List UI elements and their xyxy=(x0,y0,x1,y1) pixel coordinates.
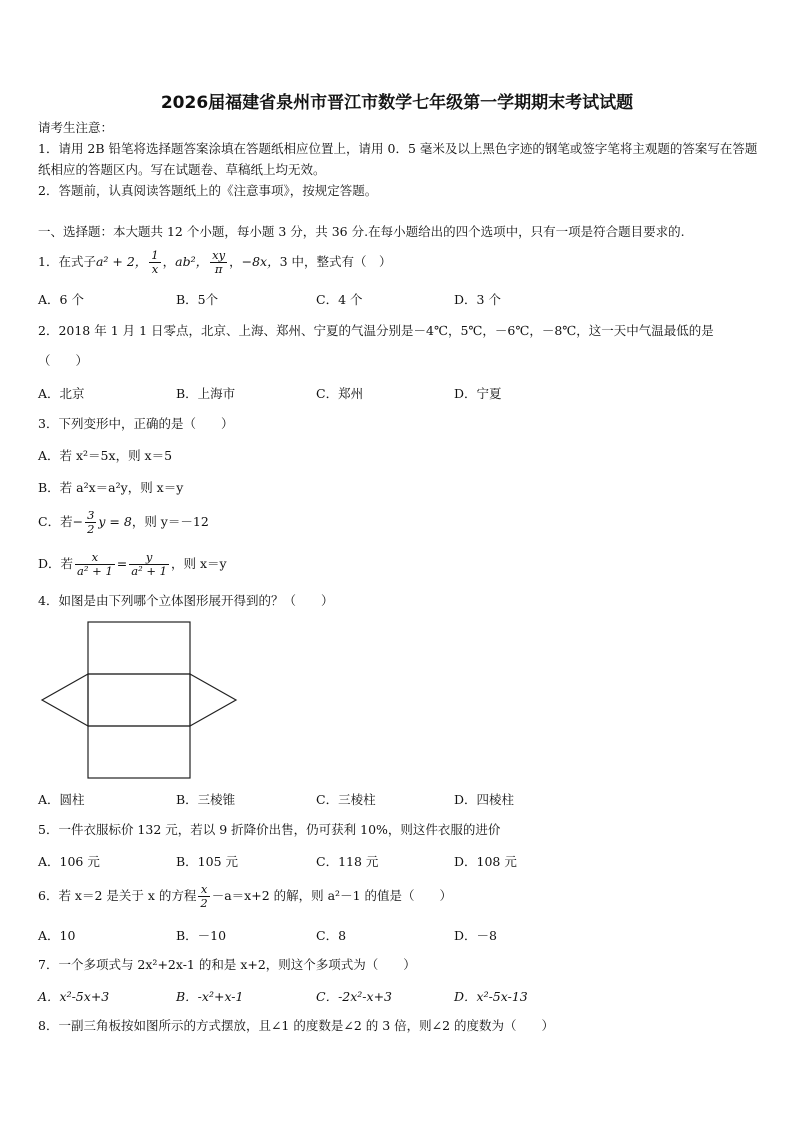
question-3-stem: 3．下列变形中，正确的是（ ） xyxy=(38,416,234,431)
q5-option-a[interactable]: A．106 元 xyxy=(38,854,100,869)
q1-fraction-2-denominator: π xyxy=(214,262,223,276)
q7-option-d[interactable]: D．x²-5x-13 xyxy=(454,989,528,1004)
q6-numerator: x xyxy=(198,883,209,897)
question-4-options xyxy=(38,790,758,808)
q7-option-c[interactable]: C．-2x²-x+3 xyxy=(316,989,393,1004)
q1-fraction-1 xyxy=(149,249,160,276)
q2-option-d[interactable]: D．宁夏 xyxy=(454,386,502,401)
q3-option-a[interactable]: A．若 x²＝5x，则 x＝5 xyxy=(38,448,173,463)
q3-d-numerator-1: x xyxy=(75,551,115,565)
section-heading: 一、选择题：本大题共 12 个小题，每小题 3 分，共 36 分.在每小题给出的四个选项中，只有一项是符合题目要求的. xyxy=(38,224,685,239)
q3-d-denominator-1: a² + 1 xyxy=(77,564,113,578)
question-7-options xyxy=(38,987,758,1005)
q3-option-b[interactable]: B．若 a²x＝a²y，则 x＝y xyxy=(38,480,184,495)
q3-d-suffix: ，则 x＝y xyxy=(170,556,227,571)
q3-c-fraction xyxy=(85,509,96,536)
q3-option-c[interactable] xyxy=(38,504,209,540)
q1-expr-2: ab²， xyxy=(175,254,209,269)
q3-d-fraction-1 xyxy=(75,551,115,578)
q3-c-prefix: C．若 xyxy=(38,514,73,529)
net-face-bottom xyxy=(88,726,190,778)
notice-item-1: 1．请用 2B 铅笔将选择题答案涂填在答题纸相应位置上，请用 0．5 毫米及以上黑色字迹的钢笔或签字笔将主观题的答案写在答题纸相应的答题区内。写在试题卷、草稿纸上均无效。 xyxy=(38,141,758,177)
q3-c-sign: − xyxy=(72,514,84,529)
question-1-stem xyxy=(38,246,392,278)
q7-option-a[interactable]: A．x²-5x+3 xyxy=(38,989,110,1004)
q1-fraction-2-numerator: xy xyxy=(212,248,226,262)
q7-option-b[interactable]: B．-x²+x-1 xyxy=(176,989,244,1004)
question-5-options xyxy=(38,852,758,870)
q3-d-fraction-2 xyxy=(129,551,169,578)
notice-heading: 请考生注意： xyxy=(38,120,114,135)
q5-option-d[interactable]: D．108 元 xyxy=(454,854,517,869)
net-triangle-right xyxy=(190,674,236,726)
question-4-stem: 4．如图是由下列哪个立体图形展开得到的？（ ） xyxy=(38,593,334,608)
q1-fraction-1-denominator: x xyxy=(151,262,159,276)
q3-c-denominator: 2 xyxy=(87,522,95,536)
q1-expr-3: −8x， xyxy=(241,254,280,269)
question-8-stem: 8．一副三角板按如图所示的方式摆放，且∠1 的度数是∠2 的 3 倍，则∠2 的度数为（ ） xyxy=(38,1018,555,1033)
q6-option-a[interactable]: A．10 xyxy=(38,928,76,943)
q1-option-a[interactable]: A．6 个 xyxy=(38,292,84,307)
q3-d-equals: = xyxy=(116,556,128,571)
q1-separator-2: ， xyxy=(229,254,242,269)
q1-option-c[interactable]: C．4 个 xyxy=(316,292,363,307)
q4-option-d[interactable]: D．四棱柱 xyxy=(454,792,515,807)
question-6-stem xyxy=(38,878,452,914)
q6-denominator: 2 xyxy=(200,896,208,910)
question-6-options xyxy=(38,926,758,944)
notice-item-2: 2．答题前，认真阅读答题纸上的《注意事项》，按规定答题。 xyxy=(38,183,378,198)
net-triangle-left xyxy=(42,674,88,726)
q1-suffix: 3 中，整式有（ ） xyxy=(279,254,392,269)
page-title: 2026届福建省泉州市晋江市数学七年级第一学期期末考试试题 xyxy=(160,93,634,113)
question-5-stem: 5．一件衣服标价 132 元，若以 9 折降价出售，仍可获利 10%，则这件衣服的进价 xyxy=(38,822,501,837)
q3-option-d[interactable] xyxy=(38,544,227,584)
question-2-stem-line-1: 2．2018 年 1 月 1 日零点，北京、上海、郑州、宁夏的气温分别是－4℃，5℃，－6℃，－8℃，这一天中气温最低的是 xyxy=(38,323,714,338)
triangular-prism-net-diagram xyxy=(38,620,243,780)
q5-option-c[interactable]: C．118 元 xyxy=(316,854,379,869)
q6-fraction xyxy=(198,883,209,910)
q6-option-b[interactable]: B．－10 xyxy=(176,928,227,943)
q3-c-numerator: 3 xyxy=(87,508,95,522)
question-2-options xyxy=(38,384,758,402)
q6-suffix: －a＝x+2 的解，则 a²－1 的值是（ ） xyxy=(211,888,452,903)
q2-option-b[interactable]: B．上海市 xyxy=(176,386,236,401)
q6-prefix: 6．若 x＝2 是关于 x 的方程 xyxy=(38,888,197,903)
q1-option-d[interactable]: D．3 个 xyxy=(454,292,501,307)
q3-d-numerator-2: y xyxy=(129,551,169,565)
q6-option-d[interactable]: D．－8 xyxy=(454,928,497,943)
q1-prefix: 1．在式子 xyxy=(38,254,96,269)
question-2-stem-line-2: （ ） xyxy=(38,353,89,368)
q6-option-c[interactable]: C．8 xyxy=(316,928,347,943)
q1-fraction-1-numerator: 1 xyxy=(151,248,159,262)
q3-c-equation: y = 8 xyxy=(98,514,132,529)
q4-option-b[interactable]: B．三棱锥 xyxy=(176,792,236,807)
q3-c-suffix: ，则 y＝－12 xyxy=(131,514,209,529)
net-face-middle xyxy=(88,674,190,726)
q2-option-a[interactable]: A．北京 xyxy=(38,386,85,401)
q4-option-a[interactable]: A．圆柱 xyxy=(38,792,85,807)
q1-fraction-2 xyxy=(210,249,227,276)
q2-option-c[interactable]: C．郑州 xyxy=(316,386,364,401)
q1-separator-1: ， xyxy=(162,254,176,269)
question-1-options xyxy=(38,290,758,308)
net-face-top xyxy=(88,622,190,674)
q4-option-c[interactable]: C．三棱柱 xyxy=(316,792,376,807)
q1-option-b[interactable]: B．5个 xyxy=(176,292,219,307)
q3-d-prefix: D．若 xyxy=(38,556,74,571)
question-7-stem: 7．一个多项式与 2x²+2x-1 的和是 x+2，则这个多项式为（ ） xyxy=(38,957,416,972)
prism-net-figure xyxy=(38,620,243,784)
q3-d-denominator-2: a² + 1 xyxy=(131,564,167,578)
q1-expr-1: a² + 2， xyxy=(95,254,148,269)
q5-option-b[interactable]: B．105 元 xyxy=(176,854,239,869)
